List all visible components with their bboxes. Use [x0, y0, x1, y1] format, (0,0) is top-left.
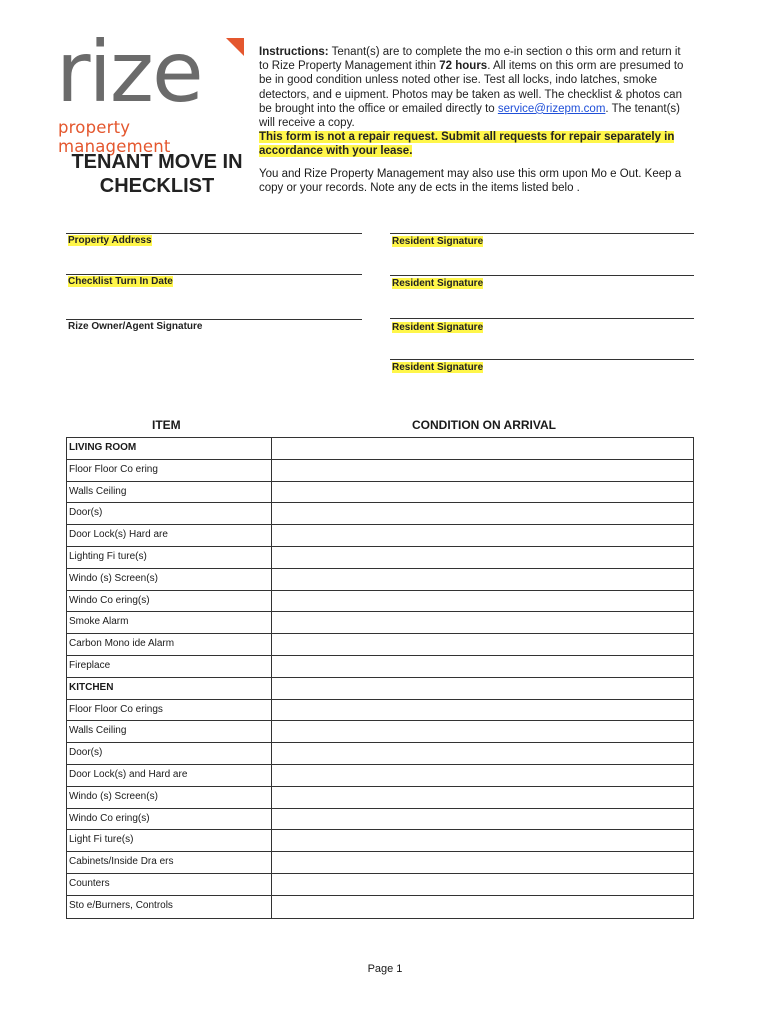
table-row	[67, 438, 693, 460]
condition-cell[interactable]	[272, 525, 693, 546]
owner-agent-line[interactable]	[66, 319, 362, 320]
condition-cell[interactable]	[272, 460, 693, 481]
logo-accent-mark	[226, 38, 244, 56]
instructions-text	[259, 45, 689, 130]
page-title: TENANT MOVE IN CHECKLIST	[71, 151, 243, 197]
table-row	[67, 678, 693, 700]
turn-in-date-line[interactable]	[66, 274, 362, 275]
item-label: Windo Co ering(s)	[67, 809, 272, 830]
resident-signature-line-1[interactable]	[390, 233, 694, 234]
resident-signature-label-1: Resident Signature	[392, 236, 484, 247]
condition-cell[interactable]	[272, 612, 693, 633]
instructions-text-2: . All items on this orm are presumed to be in good condition unless noted other ise. Test all locks, indo latches, smoke detectors, and e uipment. Photos may be taken as well. The checklist & photos can be brought into the office or emailed directly to	[259, 60, 684, 115]
table-row	[67, 700, 693, 722]
condition-cell[interactable]	[272, 634, 693, 655]
instructions-label: Instructions:	[259, 46, 329, 58]
item-label: Counters	[67, 874, 272, 895]
resident-signature-label-2: Resident Signature	[392, 278, 484, 289]
table-row	[67, 569, 693, 591]
item-label: Light Fi ture(s)	[67, 830, 272, 851]
turn-in-date-label: Checklist Turn In Date	[68, 276, 173, 287]
item-label: Floor Floor Co erings	[67, 700, 272, 721]
condition-cell[interactable]	[272, 852, 693, 873]
condition-cell[interactable]	[272, 721, 693, 742]
condition-cell[interactable]	[272, 482, 693, 503]
logo-subtitle: property management	[58, 118, 171, 156]
item-label: Door Lock(s) Hard are	[67, 525, 272, 546]
checklist-table	[66, 437, 694, 919]
logo-wordmark: rize	[56, 23, 202, 121]
table-row	[67, 634, 693, 656]
table-row	[67, 612, 693, 634]
condition-cell[interactable]	[272, 896, 693, 918]
rize-logo	[56, 23, 246, 156]
condition-cell[interactable]	[272, 809, 693, 830]
table-row	[67, 896, 693, 918]
condition-column-header: CONDITION ON ARRIVAL	[412, 418, 556, 432]
table-row	[67, 765, 693, 787]
resident-signature-label-3: Resident Signature	[392, 322, 484, 333]
condition-cell[interactable]	[272, 438, 693, 459]
instructions-hours: 72 hours	[439, 60, 488, 73]
item-label: Windo (s) Screen(s)	[67, 787, 272, 808]
section-heading: KITCHEN	[67, 678, 272, 699]
table-row	[67, 809, 693, 831]
condition-cell[interactable]	[272, 678, 693, 699]
section-heading: LIVING ROOM	[67, 438, 272, 459]
condition-cell[interactable]	[272, 656, 693, 677]
table-row	[67, 547, 693, 569]
item-label: Lighting Fi ture(s)	[67, 547, 272, 568]
item-column-header: ITEM	[152, 418, 181, 432]
move-out-note: You and Rize Property Management may also use this orm upon Mo e Out. Keep a copy or your records. Note any de ects in the items listed belo .	[259, 168, 682, 195]
repair-notice: This form is not a repair request. Submit all requests for repair separately in accordance with your lease.	[259, 131, 675, 158]
condition-cell[interactable]	[272, 830, 693, 851]
item-label: Carbon Mono ide Alarm	[67, 634, 272, 655]
condition-cell[interactable]	[272, 503, 693, 524]
table-row	[67, 656, 693, 678]
item-label: Fireplace	[67, 656, 272, 677]
resident-signature-line-4[interactable]	[390, 359, 694, 360]
item-label: Door(s)	[67, 743, 272, 764]
item-label: Cabinets/Inside Dra ers	[67, 852, 272, 873]
table-row	[67, 874, 693, 896]
resident-signature-label-4: Resident Signature	[392, 362, 484, 373]
table-row	[67, 591, 693, 613]
item-label: Sto e/Burners, Controls	[67, 896, 272, 918]
table-row	[67, 460, 693, 482]
instructions-text-3: . The tenant(s) will receive a copy.	[259, 102, 680, 130]
condition-cell[interactable]	[272, 765, 693, 786]
condition-cell[interactable]	[272, 569, 693, 590]
property-address-label: Property Address	[68, 235, 152, 246]
item-label: Windo (s) Screen(s)	[67, 569, 272, 590]
condition-cell[interactable]	[272, 874, 693, 895]
table-row	[67, 830, 693, 852]
condition-cell[interactable]	[272, 591, 693, 612]
resident-signature-line-3[interactable]	[390, 318, 694, 319]
item-label: Floor Floor Co ering	[67, 460, 272, 481]
table-row	[67, 525, 693, 547]
instructions-block	[259, 45, 689, 159]
email-link[interactable]: service@rizepm.com	[497, 102, 606, 115]
resident-signature-line-2[interactable]	[390, 275, 694, 276]
table-row	[67, 503, 693, 525]
item-label: Walls Ceiling	[67, 721, 272, 742]
table-row	[67, 852, 693, 874]
property-address-line[interactable]	[66, 233, 362, 234]
table-row	[67, 743, 693, 765]
condition-cell[interactable]	[272, 700, 693, 721]
table-row	[67, 482, 693, 504]
owner-agent-label: Rize Owner/Agent Signature	[68, 321, 203, 332]
table-row	[67, 721, 693, 743]
table-row	[67, 787, 693, 809]
item-label: Walls Ceiling	[67, 482, 272, 503]
item-label: Smoke Alarm	[67, 612, 272, 633]
condition-cell[interactable]	[272, 787, 693, 808]
condition-cell[interactable]	[272, 547, 693, 568]
item-label: Door Lock(s) and Hard are	[67, 765, 272, 786]
item-label: Door(s)	[67, 503, 272, 524]
page-number: Page 1	[367, 963, 403, 975]
item-label: Windo Co ering(s)	[67, 591, 272, 612]
instructions-text-1: Tenant(s) are to complete the mo e-in section o this orm and return it to Rize Property Management ithin	[259, 46, 681, 73]
condition-cell[interactable]	[272, 743, 693, 764]
